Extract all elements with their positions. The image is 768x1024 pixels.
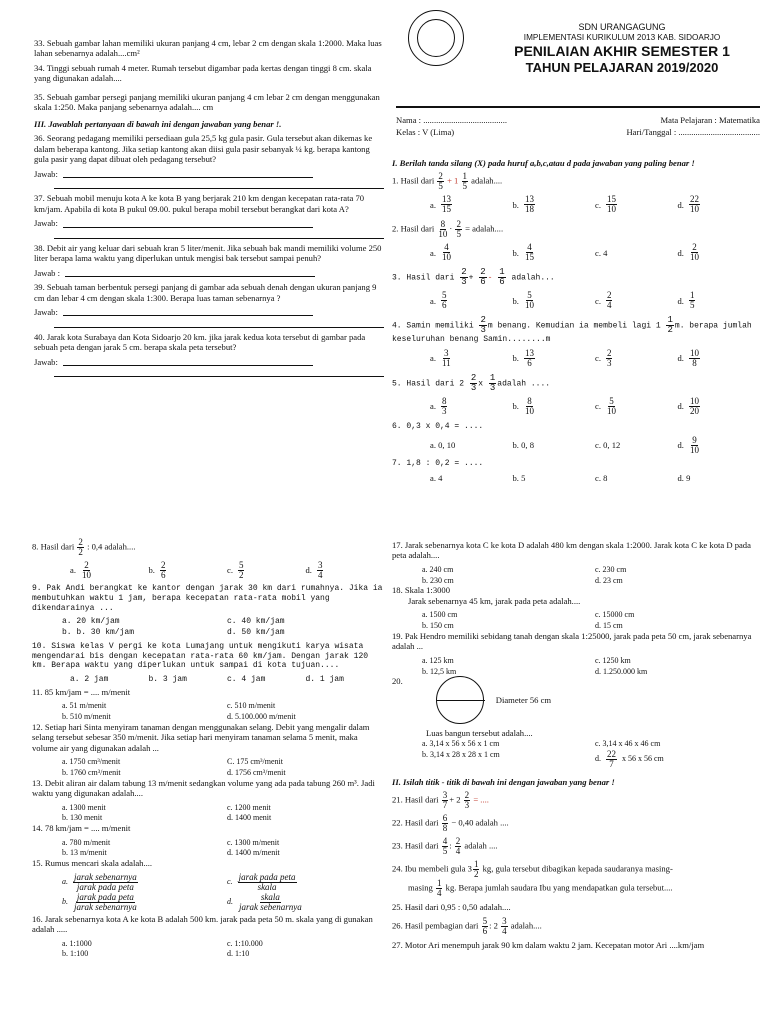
option-d[interactable]: d. $\frac{10}{8}$ bbox=[677, 348, 699, 369]
option-d[interactable]: d. $\frac{1}{5}$ bbox=[677, 290, 695, 311]
day-field[interactable]: Hari/Tanggal : ...................................... bbox=[626, 127, 760, 138]
q20-sub: Luas bangun tersebut adalah.... bbox=[426, 728, 533, 739]
question-23: 23. Hasil dari $\frac{4}{5}$ : $\frac{2}{4}$ adalah .... bbox=[392, 836, 498, 857]
option-d[interactable]: d. $\frac{22}{7}$ x 56 x 56 cm bbox=[595, 748, 664, 769]
options-10 bbox=[70, 675, 384, 685]
option-c[interactable]: c. 4 jam bbox=[227, 675, 266, 684]
question-1: 1. Hasil dari $\frac{2}{5}$ + 1 $\frac{1}{5}$ adalah.... bbox=[392, 171, 503, 192]
answer-37: Jawab: bbox=[34, 218, 384, 228]
option-c[interactable]: c. 15000 cm bbox=[595, 610, 635, 620]
curriculum: IMPLEMENTASI KURIKULUM 2013 KAB. SIDOARJO bbox=[523, 32, 721, 42]
option-a[interactable]: a. 1:1000 bbox=[62, 938, 92, 948]
question-6: 6. 0,3 x 0,4 = .... bbox=[392, 422, 484, 432]
options-13 bbox=[62, 803, 384, 824]
option-d[interactable]: d. 23 cm bbox=[595, 575, 623, 585]
option-b[interactable]: b. 150 cm bbox=[422, 621, 454, 631]
answer-line[interactable] bbox=[54, 367, 384, 377]
options-14 bbox=[62, 838, 384, 859]
answer-39: Jawab: bbox=[34, 307, 384, 317]
question-21: 21. Hasil dari $\frac{3}{7}$ + 2 $\frac{2}{3}$ = .... bbox=[392, 790, 489, 811]
question-16: 16. Jarak sebenarnya kota A ke kota B adalah 500 km. jarak pada peta 50 m. skala yang di gunakan adalah ..... bbox=[32, 913, 373, 935]
option-c[interactable]: c. $\frac{5}{2}$ bbox=[227, 560, 244, 580]
option-b[interactable]: b. 510 m/menit bbox=[62, 711, 111, 721]
option-d[interactable]: d. $\frac{9}{10}$ bbox=[677, 434, 699, 455]
options-19 bbox=[422, 656, 760, 677]
header-divider bbox=[396, 106, 760, 108]
option-d[interactable]: d. 15 cm bbox=[595, 621, 623, 631]
question-40: 40. Jarak kota Surabaya dan Kota Sidoarjo 20 km. jika jarak kedua kota tersebut di gambar pada sebuah peta dengan jarak 5 cm. berapa skala peta tersebut? bbox=[34, 331, 366, 353]
option-b[interactable]: b. $\frac{4}{15}$ bbox=[512, 242, 534, 263]
fraction: $\frac{1}{5}$ bbox=[462, 171, 468, 192]
option-b[interactable]: b. b. 30 km/jam bbox=[62, 628, 135, 637]
option-a[interactable]: a. $\frac{\text{jarak sebenarnya}}{\text{jarak pada peta}}$ bbox=[62, 871, 137, 892]
option-c[interactable]: c. 1200 menit bbox=[227, 802, 271, 812]
answer-line[interactable] bbox=[63, 220, 313, 228]
option-b[interactable]: b. $\frac{13}{6}$ bbox=[512, 348, 534, 369]
class-field: Kelas : V (Lima) bbox=[396, 127, 455, 138]
question-25: 25. Hasil dari 0,95 : 0,50 adalah.... bbox=[392, 902, 511, 913]
question-10: 10. Siswa kelas V pergi ke kota Lumajang untuk mengikuti karya wisata mengendarai bis dengan kecepatan rata-rata 60 km/jam. Dengan jarak 120 km. Berapa waktu yang diperlukan untuk sampai di kota tujuan.... bbox=[32, 641, 369, 671]
question-9: 9. Pak Andi berangkat ke kantor dengan jarak 30 km dari rumahnya. Jika ia membutuhkan waktu 1 jam, berapa kecepatan rata-rata mobil yang dikendarainya ... bbox=[32, 584, 383, 613]
answer-line[interactable] bbox=[63, 170, 313, 178]
option-c[interactable]: c. $\frac{2}{4}$ bbox=[595, 290, 612, 311]
option-a[interactable]: a. 51 m/menit bbox=[62, 701, 107, 711]
options-9 bbox=[62, 617, 384, 638]
question-5: 5. Hasil dari 2 $\frac{2}{3}$ x $\frac{1}{3}$ adalah .... bbox=[392, 373, 551, 394]
option-a[interactable]: a. 780 m/menit bbox=[62, 837, 111, 847]
option-a[interactable]: a. 125 km bbox=[422, 655, 454, 665]
option-a[interactable]: a. 1750 cm³/menit bbox=[62, 757, 121, 767]
header bbox=[482, 22, 762, 76]
option-c[interactable]: c. 510 m/menit bbox=[227, 701, 276, 711]
question-26: 26. Hasil pembagian dari $\frac{5}{6}$ : 2 $\frac{3}{4}$ adalah.... bbox=[392, 915, 542, 936]
option-b[interactable]: b. 230 cm bbox=[422, 575, 454, 585]
option-a[interactable]: a. 4 bbox=[430, 472, 443, 483]
option-c[interactable]: c. $\frac{5}{10}$ bbox=[595, 396, 616, 417]
option-c[interactable]: c. $\frac{15}{10}$ bbox=[595, 194, 616, 215]
answer-line[interactable] bbox=[54, 179, 384, 189]
question-14: 14. 78 km/jam = .... m/menit bbox=[32, 823, 131, 834]
option-c[interactable]: c. 1:10.000 bbox=[227, 938, 263, 948]
question-20: 20. Diameter 56 cm bbox=[392, 676, 760, 724]
question-3: 3. Hasil dari $\frac{2}{3}$ + $\frac{2}{6}$ - $\frac{1}{6}$ adalah... bbox=[392, 267, 555, 288]
option-c[interactable]: c. $\frac{\text{jarak pada peta}}{\text{skala}}$ bbox=[227, 871, 296, 892]
option-d[interactable]: d. $\frac{3}{4}$ bbox=[305, 560, 323, 580]
name-field[interactable]: Nama : ....................................... bbox=[396, 115, 507, 125]
options-2 bbox=[430, 243, 760, 262]
options-8 bbox=[70, 561, 384, 580]
question-33: 33. Sebuah gambar lahan memiliki ukuran panjang 4 cm, lebar 2 cm dengan skala 1:2000. Maka luas lahan sebenarnya adalah....cm² bbox=[34, 38, 382, 59]
question-35: 35. Sebuah gambar persegi panjang memiliki ukuran panjang 4 cm lebar 2 cm dengan menggunakan skala 1:250. Maka panjang sebenarnya adalah.... cm bbox=[34, 91, 380, 113]
question-7: 7. 1,8 : 0,2 = .... bbox=[392, 458, 484, 468]
question-17: 17. Jarak sebenarnya kota C ke kota D adalah 480 km dengan skala 1:2000. Jarak kota C ke kota D pada peta adalah.... bbox=[392, 540, 751, 561]
option-b[interactable]: b. 130 menit bbox=[62, 813, 103, 823]
option-a[interactable]: a. 20 km/jam bbox=[62, 617, 120, 627]
option-d[interactable]: d. $\frac{2}{10}$ bbox=[677, 242, 699, 263]
subject-field: Mata Pelajaran : Matematika bbox=[660, 115, 760, 125]
option-c[interactable]: c. 1300 m/menit bbox=[227, 837, 280, 847]
question-38: 38. Debit air yang keluar dari sebuah kran 5 liter/menit. Jika sebuah bak mandi memiliki volume 250 liter berapa lama waktu yang diperlukan untuk mengisi bak tersebut sampai penuh? bbox=[34, 242, 382, 264]
option-b[interactable]: b. 0, 8 bbox=[512, 440, 534, 451]
question-2: 2. Hasil dari $\frac{8}{10}$ · $\frac{2}{5}$ = adalah.... bbox=[392, 219, 504, 240]
option-c[interactable]: c. $\frac{2}{3}$ bbox=[595, 348, 612, 369]
question-19: 19. Pak Hendro memiliki sebidang tanah dengan skala 1:25000, jarak pada peta 50 cm, jarak sebenarnya adalah ... bbox=[392, 630, 752, 652]
exam-year: TAHUN PELAJARAN 2019/2020 bbox=[525, 60, 719, 76]
option-d[interactable]: d. $\frac{\text{skala}}{\text{jarak sebenarnya}}$ bbox=[227, 891, 302, 912]
question-4: 4. Samin memiliki $\frac{2}{3}$ m benang. Kemudian ia membeli lagi 1 $\frac{1}{2}$ m. berapa jumlah keseluruhan benang Samin........m bbox=[392, 315, 752, 345]
option-a[interactable]: a. 1500 cm bbox=[422, 610, 458, 620]
options-5 bbox=[430, 397, 760, 416]
option-a[interactable]: a. $\frac{4}{10}$ bbox=[430, 242, 451, 263]
circle-diagram-icon bbox=[436, 676, 484, 724]
question-39: 39. Sebuah taman berbentuk persegi panjang di gambar ada sebuah denah dengan ukuran panjang 9 cm dan lebar 4 cm dengan skala 1:300. Berapa luas taman sebenarnya ? bbox=[34, 282, 377, 303]
answer-36: Jawab: bbox=[34, 169, 384, 179]
option-d[interactable]: d. 1 jam bbox=[305, 675, 344, 684]
option-a[interactable]: a. 3,14 x 56 x 56 x 1 cm bbox=[422, 738, 500, 748]
option-c[interactable]: c. 40 km/jam bbox=[227, 617, 285, 627]
option-a[interactable]: a. $\frac{8}{3}$ bbox=[430, 396, 447, 417]
answer-line[interactable] bbox=[54, 318, 384, 328]
question-18: 18. Skala 1:3000 Jarak sebenarnya 45 km, jarak pada peta adalah.... bbox=[392, 585, 581, 606]
option-a[interactable]: a. $\frac{2}{10}$ bbox=[70, 560, 91, 580]
question-13: 13. Debit aliran air dalam tabung 13 m/menit sedangkan volume yang ada pada tabung 260 m³. Jadi waktu yang digunakan adalah.... bbox=[32, 777, 375, 799]
left-top-column bbox=[34, 38, 384, 377]
option-c[interactable]: c. 4 bbox=[595, 247, 608, 258]
school-name: SDN URANGAGUNG bbox=[578, 22, 666, 32]
answer-line[interactable] bbox=[63, 358, 313, 366]
options-16 bbox=[62, 939, 384, 960]
options-12 bbox=[62, 757, 384, 778]
left-bottom-column bbox=[32, 538, 384, 959]
option-c[interactable]: c. 8 bbox=[595, 472, 608, 483]
option-c[interactable]: c. 1250 km bbox=[595, 655, 631, 665]
question-8: 8. Hasil dari $\frac{2}{2}$ : 0,4 adalah.... bbox=[32, 537, 136, 557]
option-a[interactable]: a. $\frac{3}{11}$ bbox=[430, 348, 451, 369]
diameter-label: Diameter 56 cm bbox=[495, 695, 552, 706]
option-b[interactable]: b. $\frac{8}{10}$ bbox=[512, 396, 534, 417]
section-iii: III. Jawablah pertanyaan di bawah ini dengan jawaban yang benar !. bbox=[34, 118, 282, 129]
option-d[interactable]: d. $\frac{10}{20}$ bbox=[677, 396, 699, 417]
options-18 bbox=[422, 610, 760, 631]
options-11 bbox=[62, 701, 384, 722]
option-d[interactable]: d. 50 km/jam bbox=[227, 628, 285, 637]
right-top-column bbox=[392, 152, 760, 483]
option-a[interactable]: a. 1300 menit bbox=[62, 802, 106, 812]
option-d[interactable]: d. 1:10 bbox=[227, 949, 250, 959]
option-c[interactable]: C. 175 cm³/menit bbox=[227, 757, 283, 767]
logo-emblem bbox=[417, 19, 455, 57]
option-b[interactable]: b. $\frac{2}{6}$ bbox=[148, 560, 166, 580]
question-22: 22. Hasil dari $\frac{6}{8}$ − 0,40 adalah .... bbox=[392, 813, 509, 834]
identity-box bbox=[396, 115, 760, 140]
option-c[interactable]: c. 230 cm bbox=[595, 564, 627, 574]
option-d[interactable]: d. $\frac{22}{10}$ bbox=[677, 194, 699, 215]
option-b[interactable]: b. $\frac{13}{18}$ bbox=[512, 194, 534, 215]
options-1 bbox=[430, 195, 760, 214]
answer-line[interactable] bbox=[54, 229, 384, 239]
options-3 bbox=[430, 291, 760, 310]
option-d[interactable]: d. 1756 cm³/menit bbox=[227, 767, 286, 777]
option-b[interactable]: b. 5 bbox=[512, 472, 526, 483]
school-logo-icon bbox=[408, 10, 464, 66]
section-i: I. Berilah tanda silang (X) pada huruf a,b,c,atau d pada jawaban yang paling benar ! bbox=[392, 158, 695, 168]
option-d[interactable]: d. 1400 menit bbox=[227, 813, 272, 823]
option-b[interactable]: b. $\frac{5}{10}$ bbox=[512, 290, 534, 311]
fraction: $\frac{2}{5}$ bbox=[438, 171, 443, 192]
options-4 bbox=[430, 349, 760, 368]
option-a[interactable]: a. 240 cm bbox=[422, 564, 454, 574]
option-b[interactable]: b. $\frac{\text{jarak pada peta}}{\text{jarak sebenarnya}}$ bbox=[62, 891, 137, 912]
option-b[interactable]: b. 12,5 km bbox=[422, 666, 457, 676]
option-a[interactable]: a. $\frac{13}{15}$ bbox=[430, 194, 451, 215]
question-27: 27. Motor Ari menempuh jarak 90 km dalam waktu 2 jam. Kecepatan motor Ari ....km/jam bbox=[392, 939, 705, 950]
question-37: 37. Sebuah mobil menuju kota A ke kota B yang berjarak 210 km dengan kecepatan rata-rata 70 km/jam. Apabila di kota B pukul 09.00. pukul berapa mobil tersebut berangkat dari kota A? bbox=[34, 193, 365, 214]
option-b[interactable]: b. 13 m/menit bbox=[62, 848, 107, 858]
exam-title: PENILAIAN AKHIR SEMESTER 1 bbox=[514, 42, 730, 59]
section-ii: II. Isilah titik - titik di bawah ini dengan jawaban yang benar ! bbox=[392, 776, 615, 787]
option-d[interactable]: d. 9 bbox=[677, 472, 691, 483]
question-15: 15. Rumus mencari skala adalah.... bbox=[32, 858, 153, 869]
options-6 bbox=[430, 436, 760, 455]
option-d[interactable]: d. 5.100.000 m/menit bbox=[227, 711, 296, 721]
options-17 bbox=[422, 565, 760, 586]
option-b[interactable]: b. 3,14 x 28 x 28 x 1 cm bbox=[422, 749, 500, 759]
question-11: 11. 85 km/jam = .... m/menit bbox=[32, 686, 131, 697]
option-a[interactable]: a. 2 jam bbox=[70, 675, 109, 684]
option-a[interactable]: a. 0, 10 bbox=[430, 440, 456, 451]
answer-line[interactable] bbox=[63, 308, 313, 316]
options-7 bbox=[430, 473, 760, 483]
option-c[interactable]: c. 3,14 x 46 x 46 cm bbox=[595, 738, 661, 748]
option-c[interactable]: c. 0, 12 bbox=[595, 440, 621, 451]
answer-38: Jawab : bbox=[34, 268, 384, 278]
right-bottom-column bbox=[392, 540, 760, 954]
question-34: 34. Tinggi sebuah rumah 4 meter. Rumah tersebut digambar pada kertas dengan tinggi 8 cm. skala yang digunakan adalah.... bbox=[34, 62, 372, 84]
answer-40: Jawab: bbox=[34, 357, 384, 367]
option-d[interactable]: d. 1.250.000 km bbox=[595, 666, 648, 676]
option-b[interactable]: b. 1760 cm³/menit bbox=[62, 767, 121, 777]
question-24: 24. Ibu membeli gula 3 $\frac{1}{2}$ kg, gula tersebut dibagikan kepada saudaranya masing- masing $\frac{1}{4}$ kg. Berapa jumlah saudara Ibu yang mendapatkan gula tersebut.... bbox=[392, 859, 673, 899]
option-b[interactable]: b. 3 jam bbox=[148, 675, 187, 684]
option-a[interactable]: a. $\frac{5}{6}$ bbox=[430, 290, 447, 311]
option-b[interactable]: b. 1:100 bbox=[62, 949, 89, 959]
question-12: 12. Setiap hari Sinta menyiram tanaman dengan menggunakan selang. Debit yang mengalir dalam selang tersebut sebesar 350 m/menit. Jika setiap hari menyiram tanaman selama 5 menit, maka volume air yang digunakan adalah ... bbox=[32, 721, 370, 753]
answer-line[interactable] bbox=[65, 269, 315, 277]
question-36: 36. Seorang pedagang memiliki persediaan gula 25,5 kg gula pasir. Gula tersebut akan dikemas ke dalam beberapa kantong. Jika setiap kantong akan diisi gula pasir sebanyak ¼ kg. berapa kantong gula pasir yang dapat dibuat oleh pedagang tersebut? bbox=[34, 133, 373, 165]
options-20 bbox=[422, 739, 760, 769]
options-15 bbox=[62, 873, 384, 912]
option-d[interactable]: d. 1400 m/menit bbox=[227, 848, 280, 858]
